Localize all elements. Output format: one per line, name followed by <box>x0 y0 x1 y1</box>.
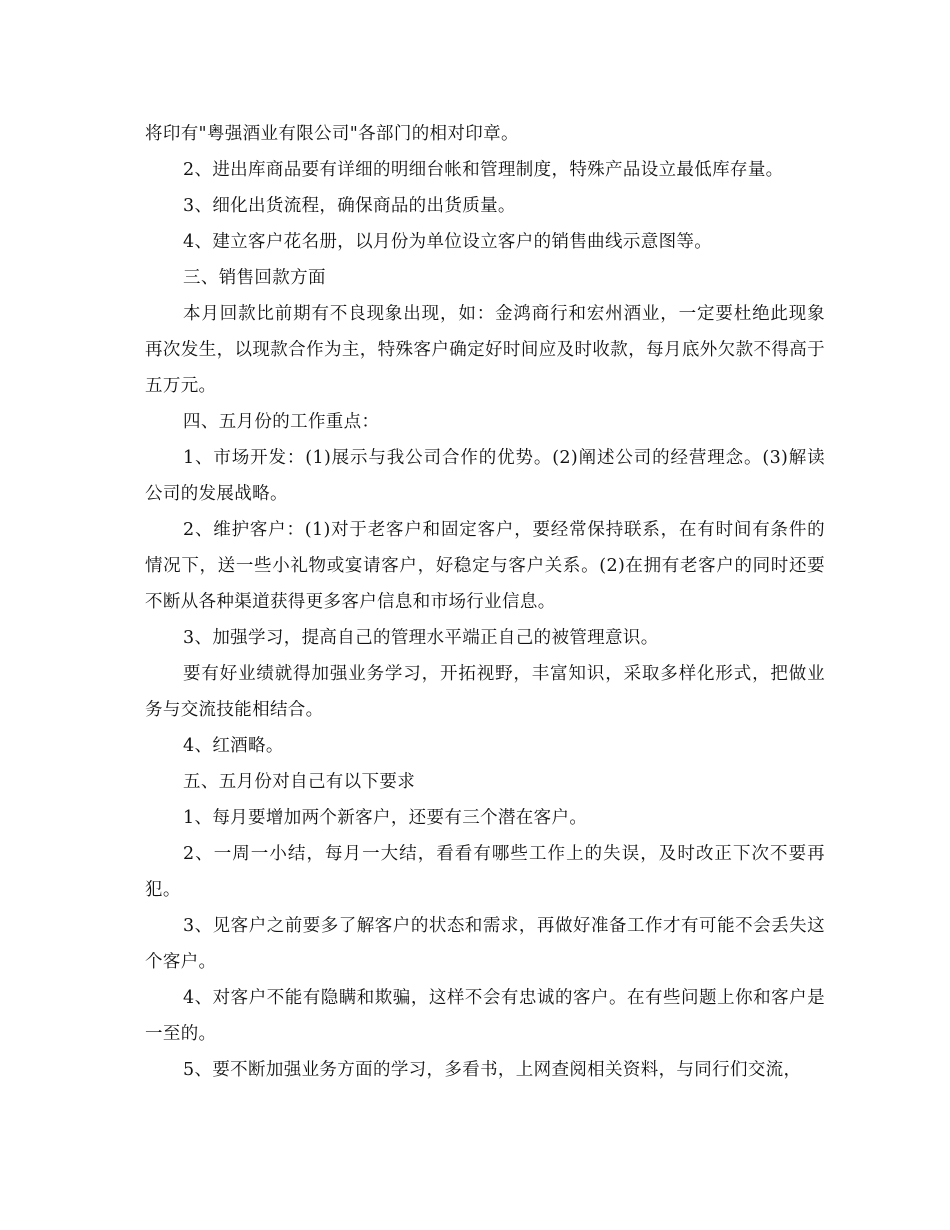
section-heading-payment-collection: 三、销售回款方面 <box>183 268 326 288</box>
section-heading-may-priorities: 四、五月份的工作重点： <box>183 412 380 432</box>
paragraph-stamp-note: 将印有"粤强酒业有限公司"各部门的相对印章。 <box>145 124 519 144</box>
paragraph-customer-maintenance: 2、维护客户：(1)对于老客户和固定客户，要经常保持联系，在有时间有条件的情况下，送一些小礼物或宴请客户，好稳定与客户关系。(2)在拥有老客户的同时还要不断从各种渠道获得更多客户信息和市场行业信息。 <box>145 520 825 612</box>
paragraph-honesty: 4、对客户不能有隐瞒和欺骗，这样不会有忠诚的客户。在有些问题上你和客户是一至的。 <box>145 988 825 1044</box>
paragraph-customer-roster: 4、建立客户花名册，以月份为单位设立客户的销售曲线示意图等。 <box>183 232 713 252</box>
paragraph-new-customers: 1、每月要增加两个新客户，还要有三个潜在客户。 <box>183 808 588 828</box>
paragraph-red-wine: 4、红酒略。 <box>183 736 284 756</box>
document-body <box>145 116 825 1088</box>
paragraph-business-learning: 要有好业绩就得加强业务学习，开拓视野，丰富知识，采取多样化形式，把做业务与交流技能相结合。 <box>145 664 825 720</box>
paragraph-continuous-study: 5、要不断加强业务方面的学习，多看书，上网查阅相关资料，与同行们交流， <box>183 1060 802 1080</box>
paragraph-weekly-summary: 2、一周一小结，每月一大结，看看有哪些工作上的失误，及时改正下次不要再犯。 <box>145 844 825 900</box>
paragraph-market-development: 1、市场开发：(1)展示与我公司合作的优势。(2)阐述公司的经营理念。(3)解读公司的发展战略。 <box>145 448 825 504</box>
paragraph-strengthen-learning: 3、加强学习，提高自己的管理水平端正自己的被管理意识。 <box>183 628 659 648</box>
paragraph-shipping-process: 3、细化出货流程，确保商品的出货质量。 <box>183 196 516 216</box>
section-heading-self-requirements: 五、五月份对自己有以下要求 <box>183 772 416 792</box>
paragraph-customer-needs: 3、见客户之前要多了解客户的状态和需求，再做好准备工作才有可能不会丢失这个客户。 <box>145 916 825 972</box>
paragraph-inventory-ledger: 2、进出库商品要有详细的明细台帐和管理制度，特殊产品设立最低库存量。 <box>183 160 784 180</box>
paragraph-payment-issues: 本月回款比前期有不良现象出现，如：金鸿商行和宏州酒业，一定要杜绝此现象再次发生，以现款合作为主，特殊客户确定好时间应及时收款，每月底外欠款不得高于五万元。 <box>145 304 825 396</box>
